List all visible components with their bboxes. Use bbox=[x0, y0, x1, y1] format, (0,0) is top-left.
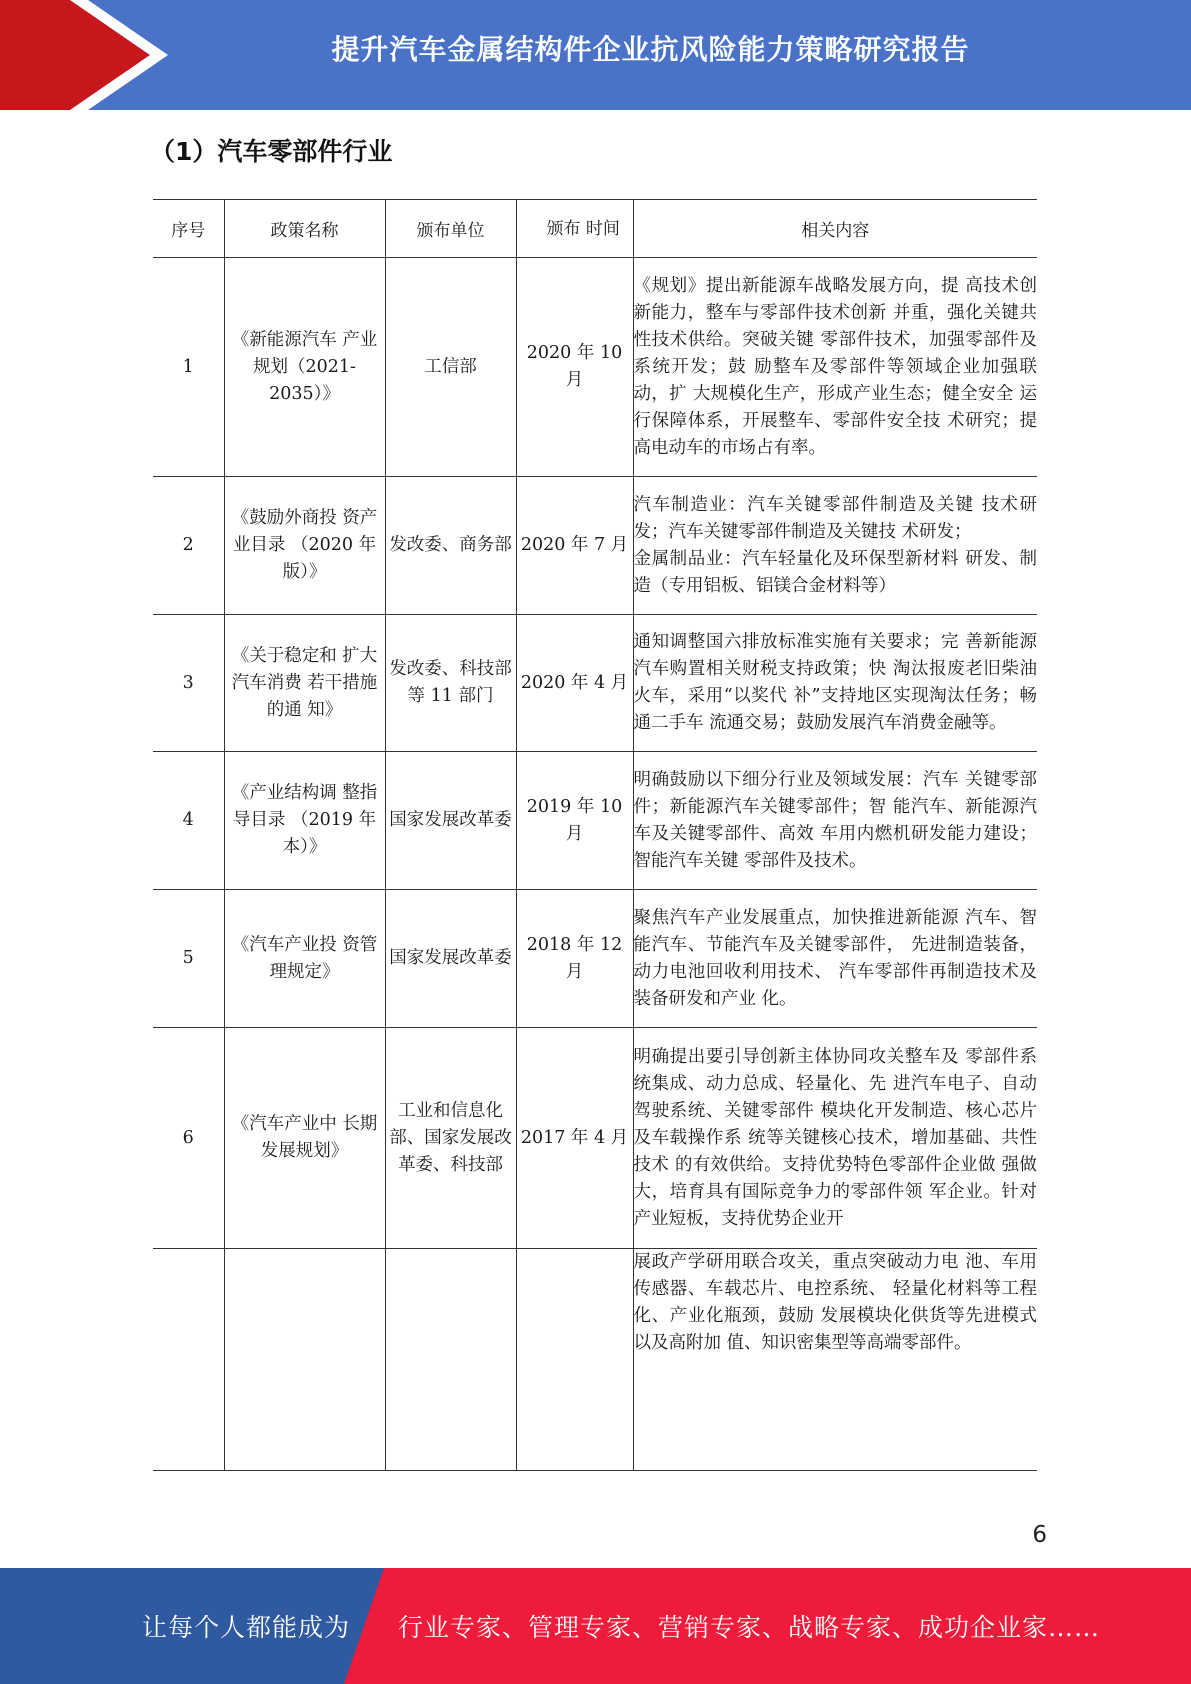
policy-name: 《汽车产业投 资管理规定》 bbox=[224, 890, 385, 1028]
page-number: 6 bbox=[1032, 1522, 1047, 1548]
table-row bbox=[153, 477, 1037, 615]
row-no bbox=[153, 1249, 224, 1471]
footer-slogan-right: 行业专家、管理专家、营销专家、战略专家、成功企业家…… bbox=[398, 1613, 1101, 1642]
issuing-unit: 国家发展改革委 bbox=[385, 752, 516, 890]
row-no: 4 bbox=[153, 752, 224, 890]
footer-slogan-left: 让每个人都能成为 bbox=[142, 1613, 351, 1642]
issue-date: 2020 年 10 月 bbox=[516, 258, 633, 477]
policy-content bbox=[633, 477, 1037, 615]
policy-content: 通知调整国六排放标准实施有关要求；完 善新能源汽车购置相关财税支持政策；快 淘汰报废老旧柴油火车，采用“以奖代 补”支持地区实现淘汰任务；畅通二手车 流通交易；鼓励发展汽车消费金融等。 bbox=[633, 615, 1037, 752]
section-title: （1）汽车零部件行业 bbox=[150, 137, 393, 166]
policy-name: 《鼓励外商投 资产业目录 （2020 年版）》 bbox=[224, 477, 385, 615]
table-row bbox=[153, 615, 1037, 752]
page-header bbox=[0, 0, 1191, 110]
issue-date: 2020 年 7 月 bbox=[516, 477, 633, 615]
policy-name: 《产业结构调 整指导目录 （2019 年本）》 bbox=[224, 752, 385, 890]
policy-name: 《汽车产业中 长期发展规划》 bbox=[224, 1028, 385, 1249]
issuing-unit: 发改委、商务部 bbox=[385, 477, 516, 615]
header-name: 政策名称 bbox=[224, 200, 385, 258]
policy-table bbox=[153, 199, 1037, 1471]
issuing-unit bbox=[385, 1249, 516, 1471]
row-no: 3 bbox=[153, 615, 224, 752]
page-footer bbox=[0, 1568, 1191, 1684]
policy-content: 明确提出要引导创新主体协同攻关整车及 零部件系统集成、动力总成、轻量化、先 进汽车电子、自动驾驶系统、关键零部件 模块化开发制造、核心芯片及车载操作系 统等关键核心技术，增加基础、共性技术 的有效供给。支持优势特色零部件企业做 强做大，培育具有国际竞争力的零部件领 军企业。针对产业短板，支持优势企业开 bbox=[633, 1028, 1037, 1249]
issuing-unit: 工信部 bbox=[385, 258, 516, 477]
header-no: 序号 bbox=[153, 200, 224, 258]
issue-date: 2019 年 10 月 bbox=[516, 752, 633, 890]
policy-content: 明确鼓励以下细分行业及领域发展：汽车 关键零部件；新能源汽车关键零部件；智 能汽车、新能源汽车及关键零部件、高效 车用内燃机研发能力建设；智能汽车关键 零部件及技术。 bbox=[633, 752, 1037, 890]
policy-content-part: 金属制品业：汽车轻量化及环保型新材料 研发、制造（专用铝板、铝镁合金材料等） bbox=[633, 548, 1037, 596]
issuing-unit: 国家发展改革委 bbox=[385, 890, 516, 1028]
policy-name bbox=[224, 1249, 385, 1471]
header-unit: 颁布单位 bbox=[385, 200, 516, 258]
row-no: 2 bbox=[153, 477, 224, 615]
table-row bbox=[153, 752, 1037, 890]
policy-name: 《关于稳定和 扩大汽车消费 若干措施的通 知》 bbox=[224, 615, 385, 752]
policy-content: 聚焦汽车产业发展重点，加快推进新能源 汽车、智能汽车、节能汽车及关键零部件， 先进制造装备，动力电池回收利用技术、 汽车零部件再制造技术及装备研发和产业 化。 bbox=[633, 890, 1037, 1028]
issuing-unit: 工业和信息化部、国家发展改革委、科技部 bbox=[385, 1028, 516, 1249]
policy-content: 《规划》提出新能源车战略发展方向，提 高技术创新能力，整车与零部件技术创新 并重，强化关键共性技术供给。突破关键 零部件技术，加强零部件及系统开发；鼓 励整车及零部件等领域企业加强联动，扩 大规模化生产，形成产业生态；健全安全 运行保障体系，开展整车、零部件安全技 术研究；提高电动车的市场占有率。 bbox=[633, 258, 1037, 477]
issue-date: 2017 年 4 月 bbox=[516, 1028, 633, 1249]
policy-name: 《新能源汽车 产业规划（2021-2035）》 bbox=[224, 258, 385, 477]
row-no: 6 bbox=[153, 1028, 224, 1249]
policy-content-part: 汽车制造业：汽车关键零部件制造及关键 技术研发；汽车关键零部件制造及关键技 术研发； bbox=[633, 494, 1037, 542]
table-header-row bbox=[153, 200, 1037, 258]
issue-date: 2020 年 4 月 bbox=[516, 615, 633, 752]
row-no: 5 bbox=[153, 890, 224, 1028]
issue-date: 2018 年 12 月 bbox=[516, 890, 633, 1028]
header-time: 颁布 时间 bbox=[516, 200, 633, 258]
header-content: 相关内容 bbox=[633, 200, 1037, 258]
policy-content: 展政产学研用联合攻关，重点突破动力电 池、车用传感器、车载芯片、电控系统、 轻量化材料等工程化、产业化瓶颈，鼓励 发展模块化供货等先进模式以及高附加 值、知识密集型等高端零部件。 bbox=[633, 1249, 1037, 1471]
table-row bbox=[153, 258, 1037, 477]
table-row bbox=[153, 890, 1037, 1028]
table-row bbox=[153, 1028, 1037, 1249]
issue-date bbox=[516, 1249, 633, 1471]
issuing-unit: 发改委、科技部等 11 部门 bbox=[385, 615, 516, 752]
row-no: 1 bbox=[153, 258, 224, 477]
table-row bbox=[153, 1249, 1037, 1471]
report-title: 提升汽车金属结构件企业抗风险能力策略研究报告 bbox=[331, 33, 970, 66]
